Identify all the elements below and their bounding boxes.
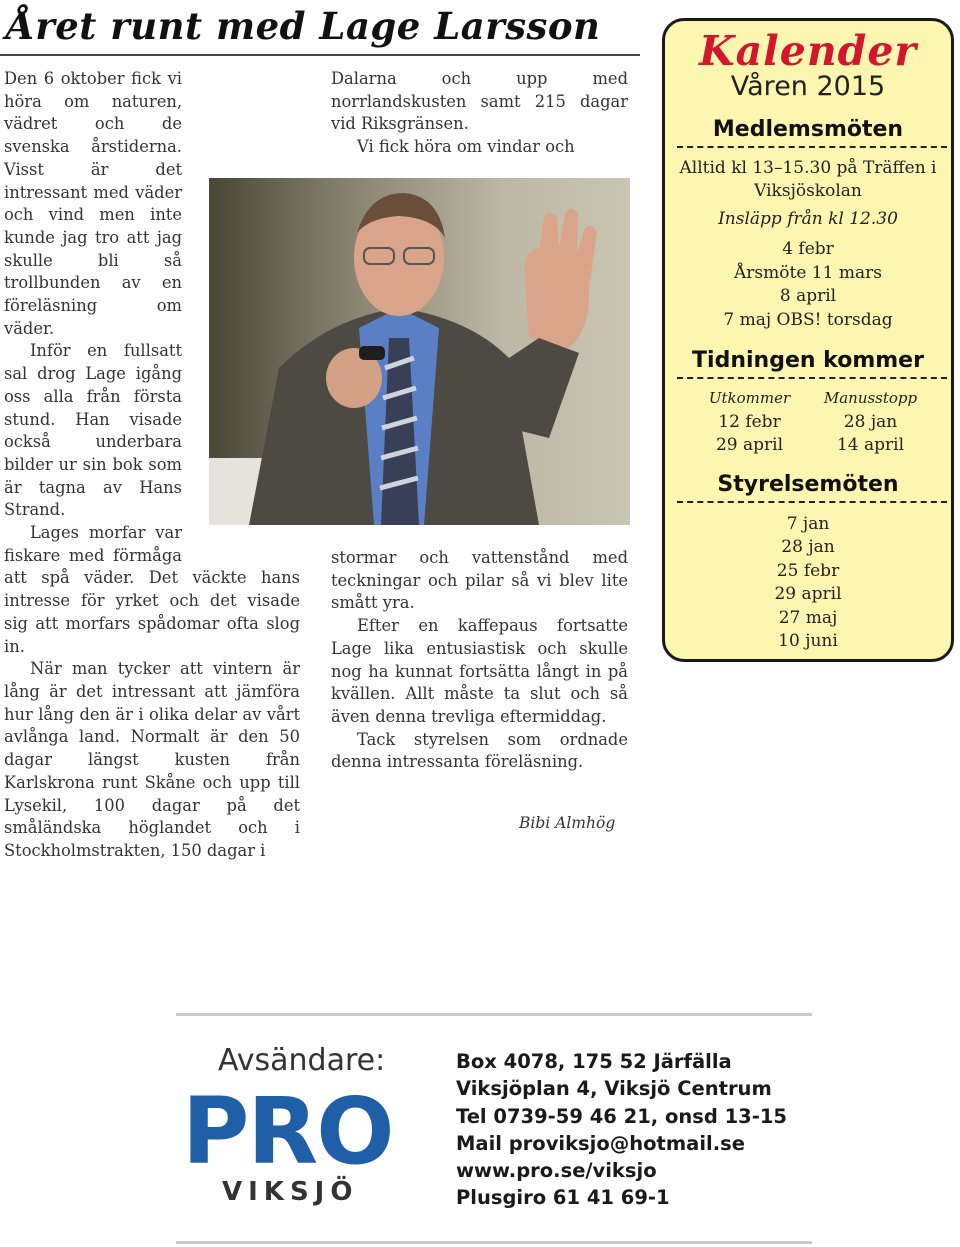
paragraph-6-end: stormar och vattenstånd med teckningar och pilar så vi blev lite smått yra. bbox=[331, 548, 628, 613]
paper-stop-header: Manusstopp bbox=[823, 389, 918, 407]
pro-logo-text: PRO bbox=[182, 1078, 393, 1185]
paragraph-3: Lages morfar var fiskare med förmåga att spå väder. Det väckte hans intresse för yrket och det visade sig att morfars spådomar ofta slog in. bbox=[4, 523, 300, 656]
paper-out-header: Utkommer bbox=[708, 389, 791, 407]
calendar-title: Kalender bbox=[698, 27, 918, 75]
board-date: 25 febr bbox=[776, 561, 840, 581]
divider bbox=[677, 146, 947, 148]
members-date: 4 febr bbox=[782, 239, 834, 259]
members-date: 8 april bbox=[779, 286, 837, 306]
paper-stop-column bbox=[808, 387, 933, 458]
board-date: 7 jan bbox=[786, 514, 830, 534]
members-place: Viksjöskolan bbox=[754, 181, 862, 201]
footer-top-rule bbox=[176, 1013, 812, 1016]
paper-heading: Tidningen kommer bbox=[692, 348, 924, 373]
paper-stop-date: 14 april bbox=[836, 435, 905, 455]
article-column-2-bottom bbox=[331, 547, 628, 774]
calendar-subtitle: Våren 2015 bbox=[730, 71, 886, 102]
address-line: Box 4078, 175 52 Järfälla bbox=[456, 1050, 732, 1073]
paper-out-column bbox=[687, 387, 812, 458]
board-date: 27 maj bbox=[778, 608, 838, 628]
board-heading: Styrelsemöten bbox=[717, 472, 899, 497]
board-date: 28 jan bbox=[781, 537, 835, 557]
email-line: Mail proviksjo@hotmail.se bbox=[456, 1131, 745, 1155]
paragraph-2: Inför en fullsatt sal drog Lage igång oss alla från första stund. Han visade också underbara bilder ur sin bok som är tagna av Hans Strand. bbox=[4, 341, 182, 520]
contact-block bbox=[456, 1048, 787, 1212]
paper-out-date: 29 april bbox=[715, 435, 784, 455]
lecturer-photo bbox=[209, 178, 630, 525]
board-date: 10 juni bbox=[778, 631, 838, 651]
paragraph-6-start: Vi fick höra om vindar och bbox=[357, 137, 575, 157]
website-line: www.pro.se/viksjo bbox=[456, 1159, 657, 1183]
calendar-box bbox=[662, 18, 954, 662]
phone-line: Tel 0739-59 46 21, onsd 13-15 bbox=[456, 1104, 787, 1128]
author-signature: Bibi Almhög bbox=[519, 814, 616, 832]
divider bbox=[677, 377, 947, 379]
members-heading: Medlemsmöten bbox=[712, 117, 904, 142]
paragraph-1: Den 6 oktober fick vi höra om naturen, vädret och de svenska årstiderna. Visst är det intressant med väder och vind men inte kunde jag tro att jag skulle bli så trollbunden av en föreläsning om väder. bbox=[4, 69, 182, 338]
viksjo-logo-text: VIKSJÖ bbox=[222, 1177, 359, 1207]
paper-stop-date: 28 jan bbox=[843, 411, 898, 432]
members-entry-time: Insläpp från kl 12.30 bbox=[718, 209, 898, 229]
title-rule bbox=[0, 54, 640, 56]
sender-label: Avsändare: bbox=[218, 1043, 386, 1078]
address-line: Viksjöplan 4, Viksjö Centrum bbox=[456, 1077, 772, 1101]
footer-bottom-rule bbox=[176, 1241, 812, 1244]
article-column-2-top bbox=[331, 68, 628, 159]
paragraph-5: Dalarna och upp med norrlandskusten samt 215 dagar vid Riksgränsen. bbox=[331, 69, 628, 134]
paper-out-date: 12 febr bbox=[718, 411, 781, 432]
divider bbox=[677, 501, 947, 503]
board-date: 29 april bbox=[774, 584, 842, 604]
paragraph-4: När man tycker att vintern är lång är det intressant att jämföra hur lång den är i olika delar av vårt avlånga land. Normalt är den 50 dagar längst kusten från Karlskrona runt Skåne och upp till Lysekil, 100 dagar på det småländska höglandet och i Stockholmstrakten, 150 dagar i bbox=[4, 659, 300, 860]
speaker-illustration bbox=[209, 178, 630, 525]
paragraph-8: Tack styrelsen som ordnade denna intressanta föreläsning. bbox=[331, 729, 628, 772]
paragraph-7: Efter en kaffepaus fortsatte Lage lika entusiastisk och skulle nog ha kunnat fortsätta långt in på kvällen. Allt måste ta slut och så även denna trevliga eftermiddag. bbox=[331, 616, 628, 726]
members-time: Alltid kl 13–15.30 på Träffen i bbox=[679, 158, 937, 178]
members-date: Årsmöte 11 mars bbox=[734, 263, 882, 283]
pro-viksjo-logo bbox=[178, 1035, 414, 1215]
members-date: 7 maj OBS! torsdag bbox=[723, 310, 893, 330]
plusgiro-line: Plusgiro 61 41 69-1 bbox=[456, 1186, 670, 1210]
article-title: Året runt med Lage Larsson bbox=[6, 4, 601, 48]
